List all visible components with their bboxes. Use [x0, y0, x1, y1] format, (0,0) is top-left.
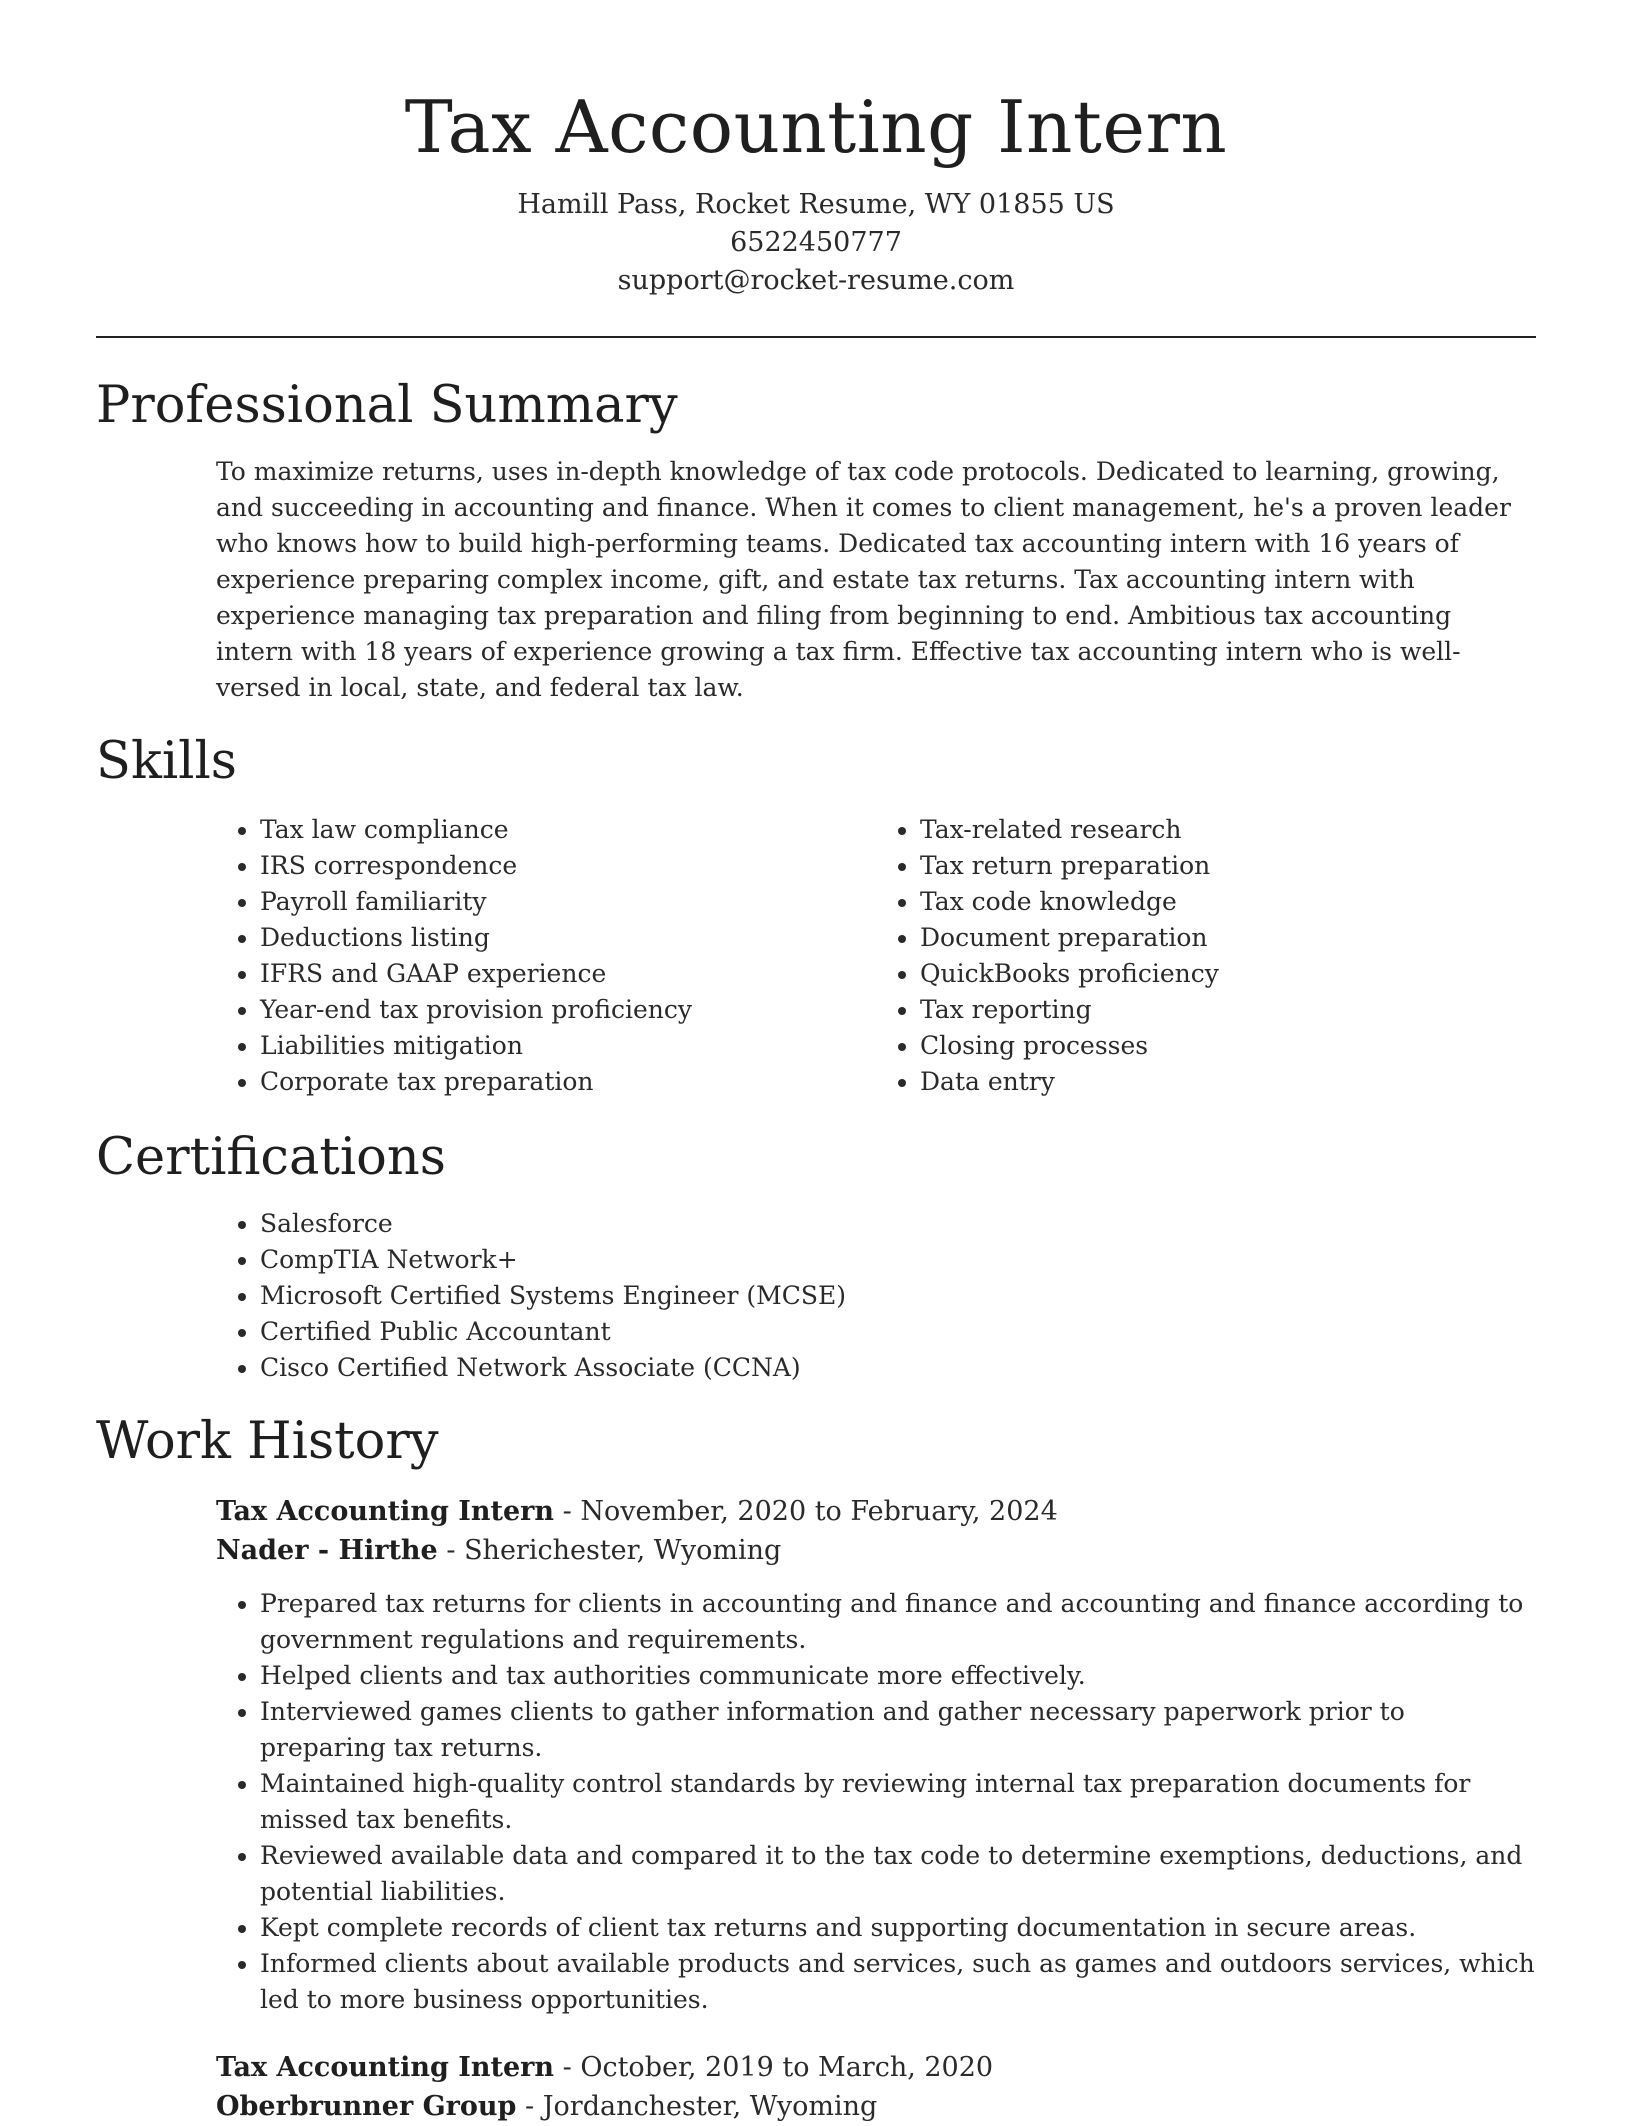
contact-email: support@rocket-resume.com — [617, 265, 1015, 296]
skill-item: • Tax law compliance — [260, 812, 876, 848]
job-entry — [216, 1492, 1536, 2018]
job-separator: - — [446, 1535, 465, 1566]
skill-item: • Tax return preparation — [920, 848, 1536, 884]
certification-item: • CompTIA Network+ — [260, 1242, 1536, 1278]
skill-item: • Liabilities mitigation — [260, 1028, 876, 1064]
certification-item: • Cisco Certified Network Associate (CCNA) — [260, 1350, 1536, 1386]
skill-item: • Tax code knowledge — [920, 884, 1536, 920]
summary-text: To maximize returns, uses in-depth knowledge of tax code protocols. Dedicated to learning, growing, and succeeding in accounting and finance. When it comes to client management, he's a proven leader who knows how to build high-performing teams. Dedicated tax accounting intern with 16 years of experience preparing complex income, gift, and estate tax returns. Tax accounting intern with experience managing tax preparation and filing from beginning to end. Ambitious tax accounting intern with 18 years of experience growing a tax firm. Effective tax accounting intern who is well-versed in local, state, and federal tax law. — [216, 457, 1511, 702]
work-history-section — [96, 1412, 1536, 2126]
job-bullet: • Reviewed available data and compared it to the tax code to determine exemptions, deductions, and potential liabilities. — [260, 1838, 1536, 1910]
job-separator: - — [525, 2091, 543, 2122]
job-bullet: • Maintained high-quality control standards by reviewing internal tax preparation documents for missed tax benefits. — [260, 1766, 1536, 1838]
skill-item: • IRS correspondence — [260, 848, 876, 884]
skill-item: • Year-end tax provision proficiency — [260, 992, 876, 1028]
job-company-line — [216, 1531, 1536, 1570]
job-bullet: • Kept complete records of client tax returns and supporting documentation in secure areas. — [260, 1910, 1536, 1946]
header-divider — [96, 336, 1536, 338]
job-dates: November, 2020 to February, 2024 — [580, 1496, 1058, 1527]
resume-name: Tax Accounting Intern — [404, 85, 1228, 169]
skill-item: • Tax reporting — [920, 992, 1536, 1028]
job-location: Jordanchester, Wyoming — [542, 2091, 878, 2122]
work-history-heading: Work History — [96, 1412, 439, 1471]
certification-item: • Certified Public Accountant — [260, 1314, 1536, 1350]
contact-phone: 6522450777 — [730, 227, 902, 258]
job-title-line — [216, 2048, 1536, 2087]
job-bullet: • Interviewed games clients to gather information and gather necessary paperwork prior to preparing tax returns. — [260, 1694, 1536, 1766]
resume-page — [96, 0, 1536, 2126]
skills-grid — [216, 812, 1536, 1100]
job-separator: - — [562, 2052, 581, 2083]
job-bullet: • Helped clients and tax authorities communicate more effectively. — [260, 1658, 1536, 1694]
summary-section — [96, 376, 1536, 706]
job-bullet-list — [216, 1586, 1536, 2018]
certification-item: • Salesforce — [260, 1206, 1536, 1242]
skill-item: • IFRS and GAAP experience — [260, 956, 876, 992]
certifications-list — [216, 1206, 1536, 1386]
job-separator: - — [562, 1496, 581, 1527]
job-entry — [216, 2048, 1536, 2126]
skill-item: • Tax-related research — [920, 812, 1536, 848]
job-company-line — [216, 2087, 1536, 2126]
skill-item: • Closing processes — [920, 1028, 1536, 1064]
certifications-section — [96, 1128, 1536, 1386]
contact-address: Hamill Pass, Rocket Resume, WY 01855 US — [517, 189, 1115, 220]
skill-item: • Corporate tax preparation — [260, 1064, 876, 1100]
job-bullet: • Informed clients about available products and services, such as games and outdoors services, which led to more business opportunities. — [260, 1946, 1536, 2018]
certification-item: • Microsoft Certified Systems Engineer (MCSE) — [260, 1278, 1536, 1314]
job-title-line — [216, 1492, 1536, 1531]
job-company: Oberbrunner Group — [216, 2091, 517, 2122]
skill-item: • Deductions listing — [260, 920, 876, 956]
skill-item: • Document preparation — [920, 920, 1536, 956]
skills-section — [96, 732, 1536, 1100]
job-location: Sherichester, Wyoming — [464, 1535, 782, 1566]
certifications-heading: Certifications — [96, 1128, 446, 1187]
skill-item: • Payroll familiarity — [260, 884, 876, 920]
skills-heading: Skills — [96, 732, 237, 791]
job-bullet: • Prepared tax returns for clients in accounting and finance and accounting and finance according to government regulations and requirements. — [260, 1586, 1536, 1658]
job-dates: October, 2019 to March, 2020 — [580, 2052, 994, 2083]
summary-heading: Professional Summary — [96, 376, 678, 435]
resume-header — [96, 0, 1536, 300]
job-title: Tax Accounting Intern — [216, 2052, 555, 2083]
skill-item: • QuickBooks proficiency — [920, 956, 1536, 992]
skills-column-right — [876, 812, 1536, 1100]
skill-item: • Data entry — [920, 1064, 1536, 1100]
skills-column-left — [216, 812, 876, 1100]
job-company: Nader - Hirthe — [216, 1535, 438, 1566]
job-title: Tax Accounting Intern — [216, 1496, 555, 1527]
